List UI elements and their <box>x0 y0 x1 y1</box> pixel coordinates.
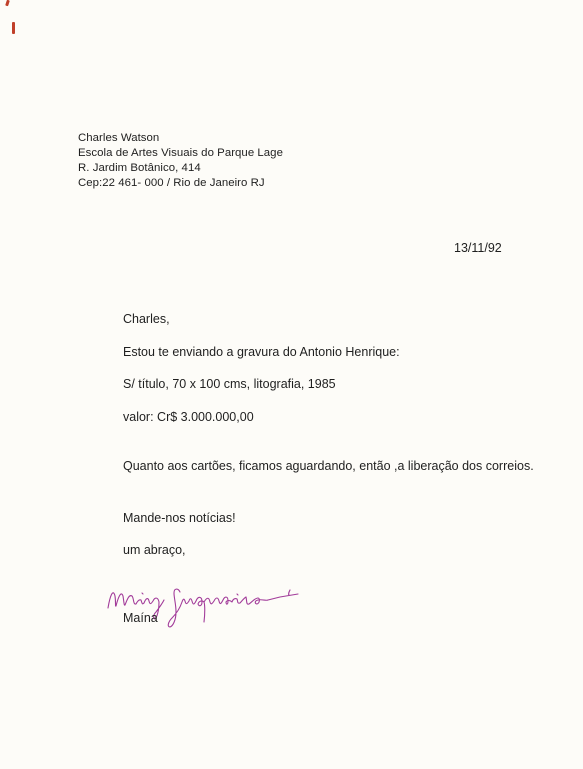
sender-institution: Escola de Artes Visuais do Parque Lage <box>78 147 283 159</box>
artwork-value: valor: Cr$ 3.000.000,00 <box>123 410 254 424</box>
artwork-details: S/ título, 70 x 100 cms, litografia, 1985 <box>123 377 336 391</box>
sender-name: Charles Watson <box>78 132 160 144</box>
letter-date: 13/11/92 <box>454 241 502 255</box>
signer-name: Maína <box>123 611 158 625</box>
greeting: Charles, <box>123 312 170 326</box>
body-line: Estou te enviando a gravura do Antonio Henrique: <box>123 345 400 359</box>
red-ink-mark <box>12 22 15 34</box>
red-ink-mark <box>5 0 10 6</box>
sender-street: R. Jardim Botânico, 414 <box>78 162 201 174</box>
body-paragraph: Quanto aos cartões, ficamos aguardando, então ,a liberação dos correios. <box>123 459 534 473</box>
sender-address-block <box>78 131 283 191</box>
body-line: Mande-nos notícias! <box>123 511 236 525</box>
sender-postal: Cep:22 461- 000 / Rio de Janeiro RJ <box>78 177 265 189</box>
closing: um abraço, <box>123 543 186 557</box>
